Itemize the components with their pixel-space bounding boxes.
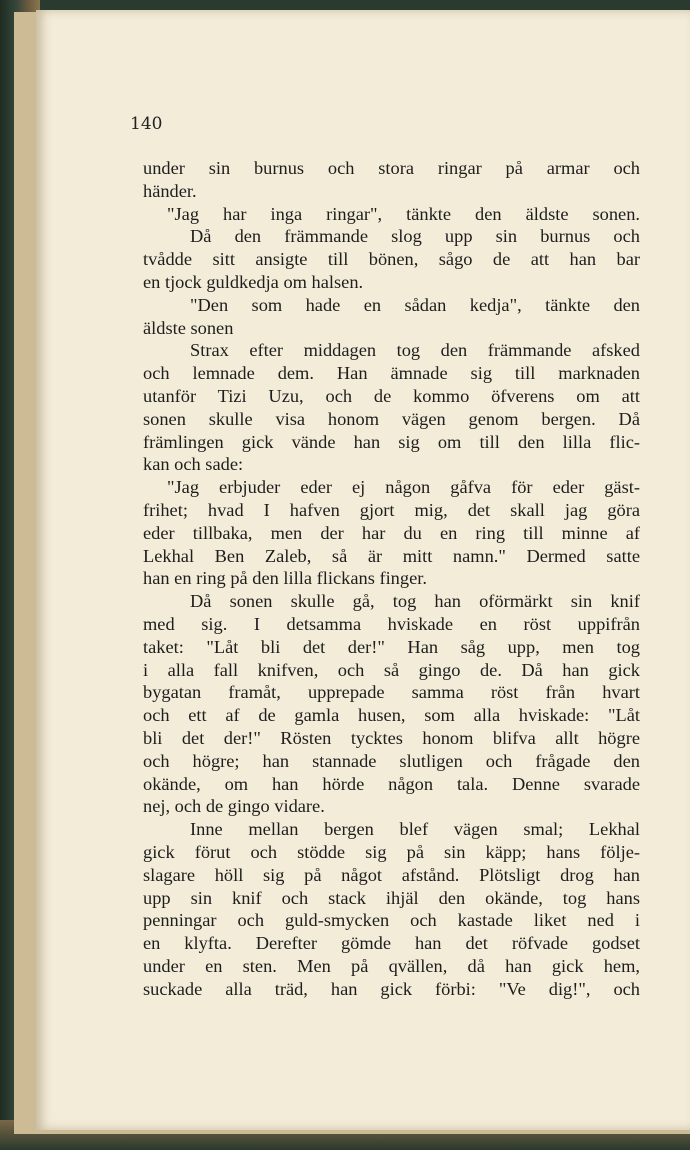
text-line: slagare höll sig på något afstånd. Plötsligt drog han <box>143 864 640 885</box>
text-line: Då den främmande slog upp sin burnus och <box>190 226 640 247</box>
text-line: nej, och de gingo vidare. <box>143 796 325 817</box>
text-line: och lemnade dem. Han ämnade sig till marknaden <box>143 363 640 384</box>
text-line: i alla fall knifven, och så gingo de. Då han gick <box>143 659 640 680</box>
text-line: utanför Tizi Uzu, och de kommo öfverens om att <box>143 385 640 406</box>
text-line: Strax efter middagen tog den främmande afsked <box>190 340 640 361</box>
text-line: och ett af de gamla husen, som alla hviskade: "Låt <box>143 705 640 726</box>
text-line: okände, om han hörde någon tala. Denne svarade <box>143 773 640 794</box>
text-line: suckade alla träd, han gick förbi: "Ve dig!", och <box>143 978 640 999</box>
text-line: Lekhal Ben Zaleb, så är mitt namn." Dermed satte <box>143 545 640 566</box>
text-line: upp sin knif och stack ihjäl den okände, tog hans <box>143 887 640 908</box>
text-line: händer. <box>143 180 197 201</box>
text-line: bygatan framåt, upprepade samma röst från hvart <box>143 682 640 703</box>
text-line: en tjock guldkedja om halsen. <box>143 271 364 292</box>
text-line: kan och sade: <box>143 454 244 475</box>
page-number: 140 <box>130 114 163 134</box>
text-line: "Den som hade en sådan kedja", tänkte den <box>190 294 640 315</box>
text-line: han en ring på den lilla flickans finger. <box>143 568 427 589</box>
text-line: "Jag erbjuder eder ej någon gåfva för eder gäst- <box>167 477 640 498</box>
text-line: en klyfta. Derefter gömde han det röfvade godset <box>143 933 640 954</box>
text-line: penningar och guld-smycken och kastade liket ned i <box>143 910 640 931</box>
body-text <box>143 157 640 1000</box>
text-line: äldste sonen <box>143 317 234 338</box>
text-line: Inne mellan bergen blef vägen smal; Lekhal <box>190 819 640 840</box>
text-line: sonen skulle visa honom vägen genom bergen. Då <box>143 408 640 429</box>
text-line: främlingen gick vände han sig om till den lilla flic- <box>143 431 640 452</box>
text-line: taket: "Låt bli det der!" Han såg upp, men tog <box>143 636 640 657</box>
text-line: tvådde sitt ansigte till bönen, sågo de att han bar <box>143 249 640 270</box>
text-line: frihet; hvad I hafven gjort mig, det skall jag göra <box>143 499 640 520</box>
text-line: under en sten. Men på qvällen, då han gick hem, <box>143 955 640 976</box>
text-line: "Jag har inga ringar", tänkte den äldste sonen. <box>167 203 640 224</box>
text-line: under sin burnus och stora ringar på armar och <box>143 158 640 178</box>
text-line: och högre; han stannade slutligen och frågade den <box>143 750 640 771</box>
text-line: gick förut och stödde sig på sin käpp; hans följe- <box>143 841 640 862</box>
text-line: eder tillbaka, men der har du en ring till minne af <box>143 522 640 543</box>
text-line: Då sonen skulle gå, tog han oförmärkt sin knif <box>190 591 640 612</box>
text-line: bli det der!" Rösten tycktes honom blifva allt högre <box>143 727 640 748</box>
text-line: med sig. I detsamma hviskade en röst uppifrån <box>143 613 640 634</box>
